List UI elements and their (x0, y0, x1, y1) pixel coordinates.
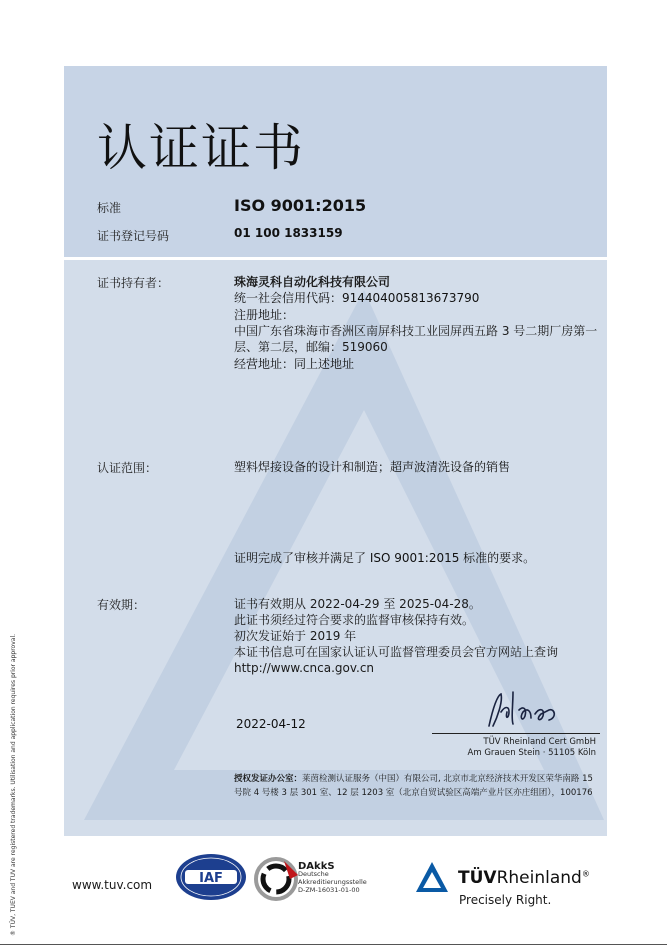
footer-rule (0, 944, 667, 945)
validity-label: 有效期： (97, 598, 146, 612)
issuer-street: Am Grauen Stein · 51105 Köln (467, 748, 596, 758)
issuer-name: TÜV Rheinland Cert GmbH (483, 737, 596, 747)
credit-code: 统一社会信用代码：914404005813673790 (234, 291, 480, 305)
issue-date: 2022-04-12 (236, 717, 306, 731)
brand-bold: TÜV (458, 868, 497, 888)
validity-line-4: 本证书信息可在国家认证认可监督管理委员会官方网站上查询 (234, 645, 559, 659)
dakks-line-3: D-ZM-16031-01-00 (298, 886, 360, 894)
validity-line-2: 此证书须经过符合要求的监督审核保持有效。 (234, 613, 475, 627)
holder-label: 证书持有者： (97, 276, 170, 290)
tuv-brand: TÜVRheinland® (458, 868, 590, 888)
standard-label: 标准 (97, 201, 122, 215)
tuv-triangle-logo (414, 860, 450, 894)
issuing-office (234, 772, 604, 800)
standard-value: ISO 9001:2015 (234, 196, 367, 215)
website-link[interactable]: www.tuv.com (72, 878, 153, 892)
validity-line-1: 证书有效期从 2022-04-29 至 2025-04-28。 (234, 597, 481, 611)
office-text: 莱茵检测认证服务（中国）有限公司, 北京市北京经济技术开发区荣华南路 15 号院 4 号楼 3 层 301 室、12 层 1203 室（北京自贸试验区高端产业片区亦庄组团），100176 (234, 774, 593, 798)
svg-text:IAF: IAF (199, 871, 223, 886)
scope-value: 塑料焊接设备的设计和制造；超声波清洗设备的销售 (234, 460, 511, 474)
brand-rest: Rheinland (496, 868, 582, 888)
cnca-link[interactable]: http://www.cnca.gov.cn (234, 661, 375, 675)
reg-address: 中国广东省珠海市香洲区南屏科技工业园屏西五路 3 号二期厂房第一层、第二层，邮编：519060 (234, 324, 598, 354)
office-label: 授权发证办公室： (234, 774, 303, 784)
registration-label: 证书登记号码 (97, 229, 170, 243)
certificate-title: 认证证书 (97, 119, 305, 177)
holder-name: 珠海灵科自动化科技有限公司 (234, 275, 391, 289)
reg-address-label: 注册地址： (234, 308, 295, 322)
registration-number: 01 100 1833159 (234, 226, 343, 240)
compliance-statement: 证明完成了审核并满足了 ISO 9001:2015 标准的要求。 (234, 551, 536, 565)
issuer-address (420, 737, 596, 759)
signature-line (432, 733, 600, 734)
op-address: 经营地址：同上述地址 (234, 357, 355, 371)
dakks-title: DAkkS (298, 861, 335, 872)
scope-label: 认证范围： (97, 461, 158, 475)
tuv-tagline: Precisely Right. (459, 893, 552, 907)
trademark-note: ® TÜV, TUEV and TUV are registered trademarks. Utilisation and application requires prior approval. (10, 633, 17, 936)
dakks-line-2: Akkreditierungsstelle (298, 878, 367, 886)
iaf-logo (175, 853, 247, 901)
signature (483, 688, 565, 732)
dakks-line-1: Deutsche (298, 870, 329, 878)
dakks-details (298, 870, 367, 894)
validity-line-3: 初次发证始于 2019 年 (234, 629, 357, 643)
